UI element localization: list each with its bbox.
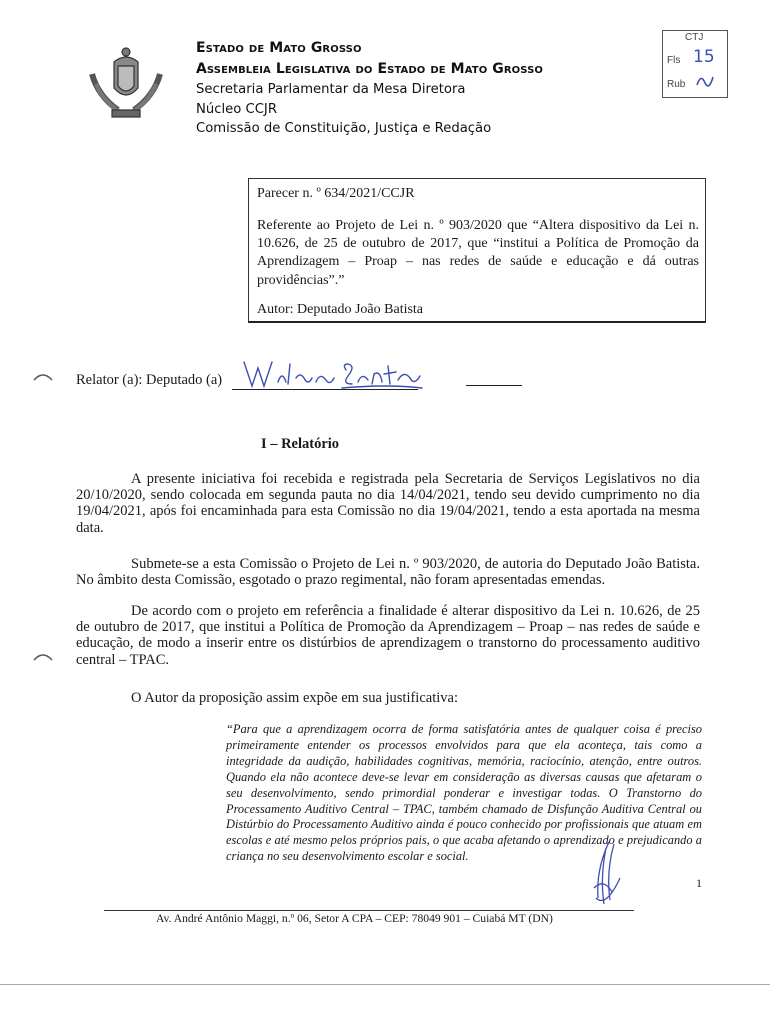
relator-signature — [238, 356, 428, 392]
parecer-box — [248, 178, 706, 323]
stamp-fls-value: 15 — [693, 47, 715, 67]
footer-divider — [104, 910, 634, 911]
stamp-initials-icon — [693, 71, 717, 91]
parecer-author: Autor: Deputado João Batista — [257, 302, 424, 317]
rubric-signature — [576, 838, 636, 918]
page-number: 1 — [696, 876, 702, 890]
paragraph-text: A presente iniciativa foi recebida e registrada pela Secretaria de Serviços Legislativos no dia 20/10/2020, sendo colocada em segunda pauta no dia 14/04/2021, tendo seu devido cumprimento no dia 19/04/2021, após foi encaminhada para esta Comissão no dia 19/04/2021, tendo a esta aportada na mesma data. — [76, 471, 700, 536]
coat-of-arms-icon — [84, 44, 168, 124]
paragraph-2 — [76, 556, 700, 588]
stamp-top: CTJ — [685, 32, 704, 43]
paragraph-text: O Autor da proposição assim expõe em sua justificativa: — [131, 690, 458, 706]
punch-hole-icon — [32, 650, 54, 662]
section-title: I – Relatório — [260, 436, 340, 452]
paragraph-1 — [76, 471, 700, 536]
header-state: Estado de Mato Grosso — [196, 40, 362, 56]
header-assembly: Assembleia Legislativa do Estado de Mato Grosso — [196, 61, 544, 77]
relator-label: Relator (a): Deputado (a) — [76, 372, 223, 388]
justification-quote: “Para que a aprendizagem ocorra de forma satisfatória antes de qualquer coisa é preciso primeiramente entender os processos envolvidos para que ela aconteça, tais como a integridade da audição, habilidades cognitivas, memória, raciocínio, atenção, entre outros. Quando ela não acontece deve-se levar em consideração as diversas causas que afetaram o seu desenvolvimento, sendo primordial ponderar e investigar todas. O Transtorno do Processamento Auditivo Central – TPAC, também chamado de Disfunção Auditiva Central ou Distúrbio do Processamento Auditivo ainda é pouco conhecido por profissionais que atuam em escolas e até mesmo pelos próprios pais, o que acaba afetando o aprendizado e prejudicando a criança no seu desenvolvimento escolar e social. — [226, 722, 702, 864]
page-bottom-edge — [0, 984, 770, 985]
header-nucleus: Núcleo CCJR — [196, 102, 277, 117]
paragraph-3 — [76, 603, 700, 668]
punch-hole-icon — [32, 370, 54, 382]
stamp-rub-label: Rub — [667, 79, 686, 90]
parecer-number: Parecer n. º 634/2021/CCJR — [257, 186, 415, 201]
paragraph-text: De acordo com o projeto em referência a finalidade é alterar dispositivo da Lei n. 10.626, de 25 de outubro de 2017, que institui a Política de Promoção da Aprendizagem – Proap – nas redes de saúde e educação, de modo a inserir entre os distúrbios de aprendizagem o transtorno do processamento auditivo central – TPAC. — [76, 603, 700, 668]
header-secretariat: Secretaria Parlamentar da Mesa Diretora — [196, 82, 466, 97]
header-commission: Comissão de Constituição, Justiça e Redação — [196, 121, 492, 136]
relator-underline — [466, 385, 522, 386]
footer-address: Av. André Antônio Maggi, n.º 06, Setor A CPA – CEP: 78049 901 – Cuiabá MT (DN) — [156, 912, 553, 925]
parecer-subject: Referente ao Projeto de Lei n. º 903/2020 que “Altera dispositivo da Lei n. 10.626, de 25 de outubro de 2017, que “institui a Política de Promoção da Aprendizagem – Proap – nas redes de saúde e educação e dá outras providências”.” — [257, 218, 699, 288]
page-stamp — [662, 30, 728, 98]
paragraph-text: Submete-se a esta Comissão o Projeto de Lei n. º 903/2020, de autoria do Deputado João Batista. No âmbito desta Comissão, esgotado o prazo regimental, não foram apresentadas emendas. — [76, 556, 700, 589]
stamp-fls-label: Fls — [667, 55, 681, 66]
paragraph-4 — [76, 690, 700, 706]
